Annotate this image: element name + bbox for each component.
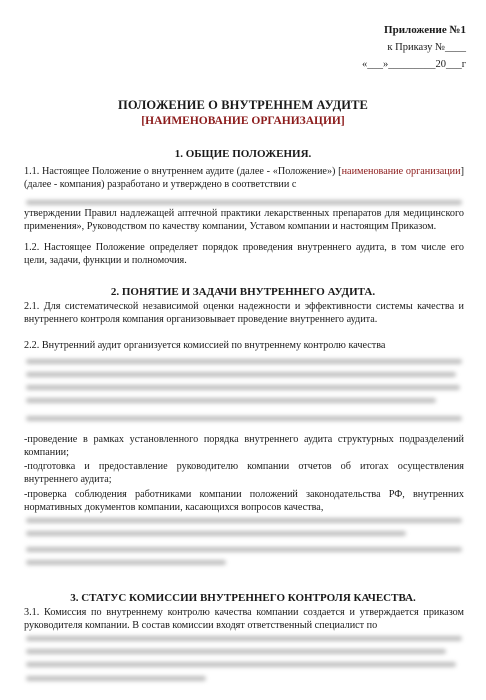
section-1-paragraph-1-2: 1.2. Настоящее Положение определяет порядок проведения внутреннего аудита, в том числе его цели, задачи, функции и полномочия. — [24, 242, 464, 267]
section-1-paragraph-1-1-cont: утверждении Правил надлежащей аптечной практики лекарственных препаратов для медицинского применения», Руководством по качеству компании, Уставом компании и настоящим Приказом. — [24, 208, 464, 233]
appendix-block — [362, 22, 466, 73]
blurred-text-line — [26, 560, 226, 565]
para-1-1-part-a: 1.1. Настоящее Положение о внутреннем аудите (далее - «Положение») [ — [24, 166, 342, 177]
section-2-heading: 2. ПОНЯТИЕ И ЗАДАЧИ ВНУТРЕННЕГО АУДИТА. — [110, 286, 376, 298]
blurred-text-line — [26, 398, 436, 403]
blurred-text-line — [26, 200, 462, 205]
blurred-text-line — [26, 385, 460, 390]
blurred-text-line — [26, 662, 456, 667]
blurred-text-line — [26, 416, 462, 421]
para-1-1-org-name: наименование организации — [341, 166, 461, 177]
document-title: ПОЛОЖЕНИЕ О ВНУТРЕННЕМ АУДИТЕ — [118, 98, 368, 112]
section-3-paragraph-3-1: 3.1. Комиссия по внутреннему контролю качества компании создается и утверждается приказом руководителя компании. В состав комиссии входят ответственный специалист по — [24, 607, 464, 632]
blurred-text-line — [26, 518, 462, 523]
section-2-list-item-3: -проверка соблюдения работниками компании положений законодательства РФ, внутренних нормативных документов компании, касающихся вопросов качества, — [24, 489, 464, 514]
section-3-heading: 3. СТАТУС КОМИССИИ ВНУТРЕННЕГО КОНТРОЛЯ КАЧЕСТВА. — [70, 592, 416, 604]
appendix-date: «___»_________20___г — [361, 59, 466, 70]
para-1-1-part-b: ] (далее - компания) разработано и утверждено в соответствии с — [24, 166, 464, 191]
blurred-text-line — [26, 531, 406, 536]
blurred-text-line — [26, 359, 462, 364]
section-2-paragraph-2-1: 2.1. Для систематической независимой оценки надежности и эффективности системы качества и внутреннего контроля компания организовывает проведение внутреннего аудита. — [24, 301, 464, 326]
blurred-text-line — [26, 649, 446, 654]
section-2-paragraph-2-2: 2.2. Внутренний аудит организуется комиссией по внутреннему контролю качества — [24, 340, 386, 351]
organization-placeholder: [НАИМЕНОВАНИЕ ОРГАНИЗАЦИИ] — [141, 115, 345, 127]
blurred-text-line — [26, 636, 462, 641]
blurred-text-line — [26, 372, 456, 377]
section-1-heading: 1. ОБЩИЕ ПОЛОЖЕНИЯ. — [174, 148, 312, 160]
section-2-list-item-1: -проведение в рамках установленного порядка внутреннего аудита структурных подразделений компании; — [24, 434, 464, 459]
appendix-order: к Приказу №____ — [387, 42, 466, 53]
blurred-text-line — [26, 676, 206, 681]
blurred-text-line — [26, 547, 462, 552]
section-2-list-item-2: -подготовка и предоставление руководителю компании отчетов об итогах осуществления внутреннего аудита; — [24, 461, 464, 486]
appendix-title: Приложение №1 — [384, 24, 466, 36]
section-1-paragraph-1-1 — [24, 165, 464, 191]
